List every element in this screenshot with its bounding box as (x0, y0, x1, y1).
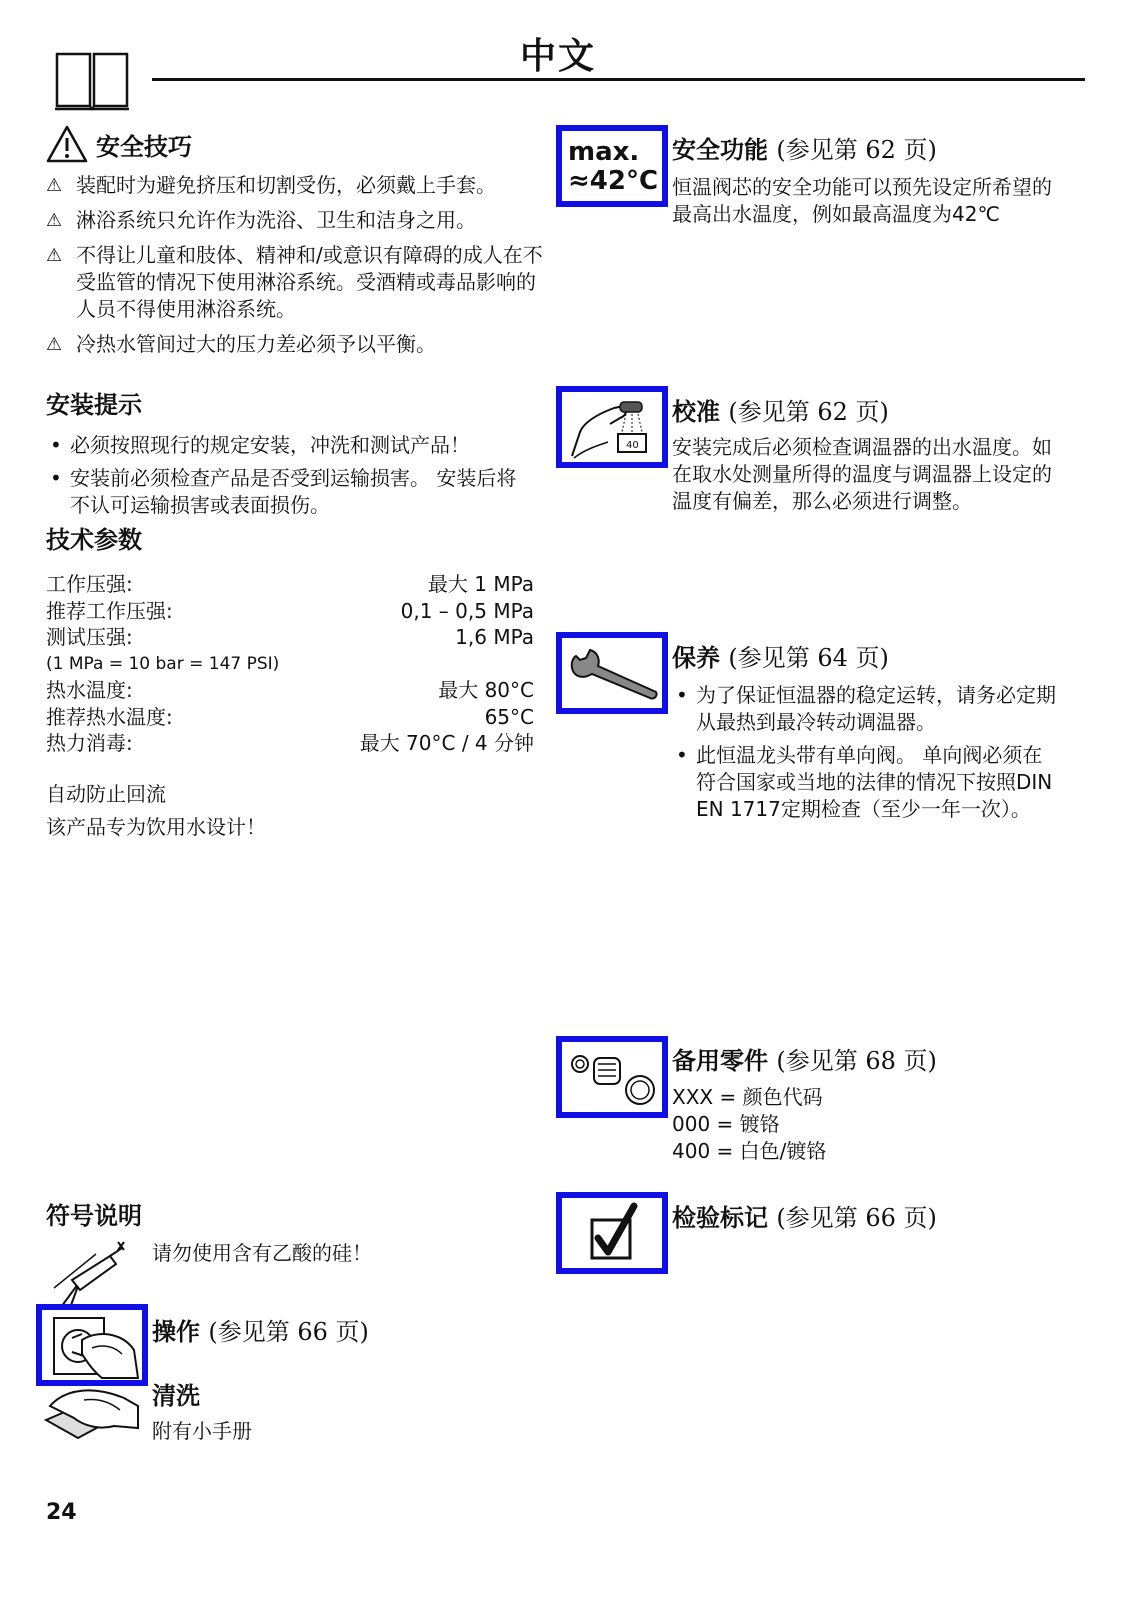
warning-icon: ⚠ (46, 245, 63, 266)
symbols-title: 符号说明 (46, 1201, 142, 1230)
spec-row: 热水温度: 最大 80°C (46, 678, 534, 702)
install-item: • 安装前必须检查产品是否受到运输损害。 安装后将不认可运输损害或表面损伤。 (50, 466, 517, 517)
maintenance-heading: 保养 (参见第 64 页) (672, 643, 889, 672)
cleaning-title: 清洗 (152, 1381, 200, 1410)
warning-triangle-icon (46, 124, 88, 164)
page-number: 24 (46, 1500, 77, 1525)
cleaning-text: 附有小手册 (152, 1419, 252, 1443)
spec-row: 推荐热水温度: 65°C (46, 704, 534, 729)
safety-function-heading: 安全功能 (参见第 62 页) (672, 135, 937, 164)
drinking-water-text: 该产品专为饮用水设计！ (46, 814, 266, 839)
spare-code-line: XXX = 颜色代码 (672, 1085, 823, 1109)
page-title: 中文 (520, 35, 597, 77)
maintenance-item: • 此恒温龙头带有单向阀。 单向阀必须在符合国家或当地的法律的情况下按照DIN EN 1717定期检查（至少一年一次）。 (676, 743, 1053, 821)
operation-icon (36, 1304, 148, 1386)
spare-parts-icon (556, 1036, 668, 1118)
header-rule (152, 78, 1085, 81)
operation-heading: 操作 (参见第 66 页) (152, 1317, 369, 1346)
tech-title: 技术参数 (46, 525, 142, 554)
inspection-heading: 检验标记 (参见第 66 页) (672, 1203, 937, 1232)
warning-icon: ⚠ (46, 334, 63, 355)
tech-section (46, 520, 534, 841)
safety-title: 安全技巧 (96, 131, 192, 161)
silicone-warning: 请勿使用含有乙酸的硅！ (152, 1241, 372, 1265)
safety-item: ⚠ 淋浴系统只允许作为洗浴、卫生和洁身之用。 (46, 208, 476, 232)
safety-function-text: 恒温阀芯的安全功能可以预先设定所希望的最高出水温度，例如最高温度为42℃ (672, 175, 1052, 226)
spec-row: 热力消毒: 最大 70°C / 4 分钟 (46, 731, 534, 755)
spec-row: 推荐工作压强: 0,1 – 0,5 MPa (46, 598, 534, 623)
spare-parts-heading: 备用零件 (参见第 68 页) (672, 1046, 937, 1075)
safety-item: ⚠ 装配时为避免挤压和切割受伤，必须戴上手套。 (46, 173, 496, 197)
spare-parts-codes (672, 1084, 826, 1165)
maintenance-list (672, 682, 1056, 829)
spec-row: 测试压强: 1,6 MPa (46, 625, 534, 649)
calibration-text: 安装完成后必须检查调温器的出水温度。如在取水处测量所得的温度与调温器上设定的温度有偏差，那么必须进行调整。 (672, 435, 1052, 513)
safety-item: ⚠ 不得让儿童和肢体、精神和/或意识有障碍的成人在不受监管的情况下使用淋浴系统。受酒精或毒品影响的人员不得使用淋浴系统。 (46, 243, 543, 321)
svg-text:40: 40 (626, 440, 639, 451)
backflow-text: 自动防止回流 (46, 781, 166, 806)
spec-row: 工作压强: 最大 1 MPa (46, 572, 534, 596)
spare-code-line: 400 = 白色/镀铬 (672, 1139, 827, 1163)
warning-icon: ⚠ (46, 175, 63, 196)
spec-note: (1 MPa = 10 bar = 147 PSI) (46, 653, 280, 674)
warning-icon: ⚠ (46, 210, 63, 231)
install-title: 安装提示 (46, 390, 142, 419)
safety-section (46, 124, 546, 366)
calibration-icon (556, 386, 668, 468)
book-icon (54, 48, 130, 112)
install-item: • 必须按照现行的规定安装，冲洗和测试产品！ (50, 433, 470, 457)
calibration-heading: 校准 (参见第 62 页) (672, 397, 889, 426)
safety-item: ⚠ 冷热水管间过大的压力差必须予以平衡。 (46, 332, 436, 356)
max-temperature-icon: max. ≈42°C (556, 125, 668, 207)
cleaning-hand-icon (44, 1380, 140, 1450)
inspection-checkmark-icon (556, 1192, 668, 1274)
wrench-icon (556, 632, 668, 714)
install-section (46, 385, 536, 525)
maintenance-item: • 为了保证恒温器的稳定运转，请务必定期从最热到最冷转动调温器。 (676, 683, 1056, 734)
spare-code-line: 000 = 镀铬 (672, 1112, 780, 1136)
